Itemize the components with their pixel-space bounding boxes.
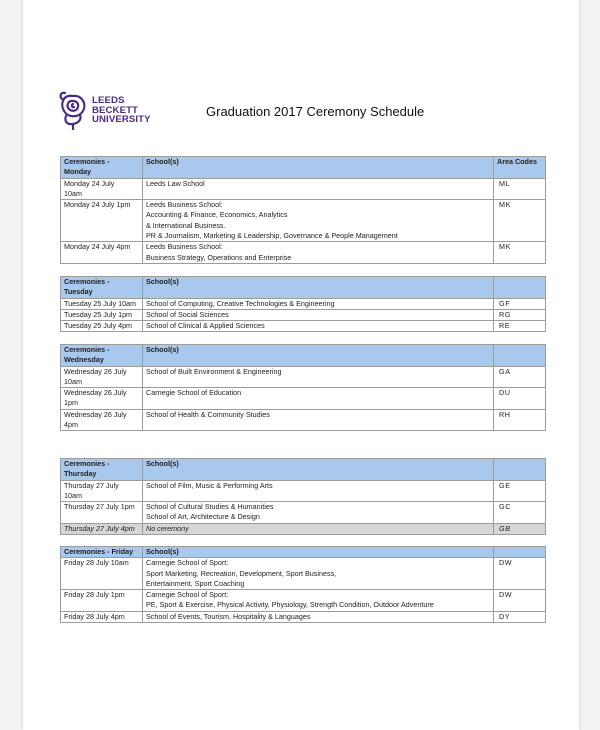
area-code xyxy=(494,523,546,534)
ceremony-date-text: 10am xyxy=(64,188,82,198)
header-schools-text: School(s) xyxy=(146,157,179,166)
header-area-codes-text: Area Codes xyxy=(497,157,537,166)
header-ceremony-day-text: Ceremonies - xyxy=(64,157,110,166)
logo-line-3: UNIVERSITY xyxy=(92,114,151,126)
schedule-table xyxy=(60,156,546,264)
header-ceremony-day xyxy=(61,277,143,299)
header-area-codes-text xyxy=(497,277,542,287)
table-row xyxy=(61,388,546,410)
area-code-text: DW xyxy=(499,558,513,568)
area-code-text: DY xyxy=(499,611,511,621)
header-area-codes-text xyxy=(497,547,542,557)
ceremony-date xyxy=(61,366,143,388)
school-name-text: School of Clinical & Applied Sciences xyxy=(146,321,265,331)
ceremony-date xyxy=(61,321,143,332)
header-ceremony-day-text: Tuesday xyxy=(64,287,93,297)
header-schools xyxy=(143,459,494,481)
school-name xyxy=(143,590,494,612)
school-name xyxy=(143,388,494,410)
ceremony-date-text: Wednesday 26 July xyxy=(64,366,127,376)
header-ceremony-day-text: Ceremonies - xyxy=(64,277,110,286)
header-schools xyxy=(143,547,494,558)
area-code-text: DW xyxy=(499,590,513,600)
school-name-text: School of Film, Music & Performing Arts xyxy=(146,480,273,490)
school-name-text: School of Events, Tourism, Hospitality & Languages xyxy=(146,611,311,621)
ceremony-date-text: Wednesday 26 July xyxy=(64,409,127,419)
area-code xyxy=(494,298,546,309)
school-name xyxy=(143,409,494,431)
area-code xyxy=(494,321,546,332)
school-name-text: Carnegie School of Sport: xyxy=(146,590,229,600)
header-area-codes-text xyxy=(497,345,542,355)
ceremony-date-text: Tuesday 25 July 1pm xyxy=(64,309,133,319)
table-header-row xyxy=(61,459,546,481)
university-logo xyxy=(58,88,168,143)
table-row xyxy=(61,502,546,524)
schedule-table xyxy=(60,344,546,431)
area-code-text: RH xyxy=(499,409,511,419)
area-code-text: GB xyxy=(499,523,511,533)
university-name xyxy=(92,96,151,125)
school-name xyxy=(143,558,494,590)
ceremony-date-text: Thursday 27 July xyxy=(64,480,119,490)
header-area-codes-text xyxy=(497,459,542,469)
school-name xyxy=(143,178,494,200)
table-row xyxy=(61,611,546,622)
school-name xyxy=(143,309,494,320)
table-row xyxy=(61,590,546,612)
header-schools xyxy=(143,277,494,299)
table-header-row xyxy=(61,345,546,367)
school-name-text: Carnegie School of Sport: xyxy=(146,558,229,568)
school-name-text: Sport Marketing, Recreation, Development, Sport Business, xyxy=(146,568,337,578)
area-code xyxy=(494,366,546,388)
school-name xyxy=(143,523,494,534)
header-area-codes xyxy=(494,345,546,367)
table-row xyxy=(61,366,546,388)
ceremony-date-text: Friday 28 July 1pm xyxy=(64,590,125,600)
table-row xyxy=(61,409,546,431)
school-name xyxy=(143,480,494,502)
ceremony-date xyxy=(61,178,143,200)
schedule-table xyxy=(60,546,546,623)
ceremony-date-text: Friday 28 July 10am xyxy=(64,558,129,568)
ceremony-date xyxy=(61,480,143,502)
school-name xyxy=(143,242,494,264)
header-ceremony-day-text: Ceremonies - xyxy=(64,459,110,468)
table-row xyxy=(61,558,546,590)
rose-emblem-icon xyxy=(58,90,88,130)
ceremony-date xyxy=(61,611,143,622)
school-name xyxy=(143,200,494,242)
area-code xyxy=(494,611,546,622)
ceremony-date-text: Friday 28 July 4pm xyxy=(64,611,125,621)
school-name xyxy=(143,321,494,332)
header-ceremony-day-text: Monday xyxy=(64,167,92,177)
area-code-text: MK xyxy=(499,200,511,210)
logo-line-1: LEEDS xyxy=(92,95,125,106)
school-name-text: Entertainment, Sport Coaching xyxy=(146,578,245,588)
header-ceremony-day xyxy=(61,547,143,558)
header-ceremony-day xyxy=(61,157,143,179)
area-code-text: GC xyxy=(499,502,511,512)
area-code xyxy=(494,409,546,431)
table-header-row xyxy=(61,277,546,299)
ceremony-date-text: 10am xyxy=(64,490,82,500)
area-code-text: GF xyxy=(499,298,511,308)
ceremony-date-text: Monday 24 July 4pm xyxy=(64,242,131,252)
header-schools-text: School(s) xyxy=(146,459,179,468)
ceremony-date-text: Wednesday 26 July xyxy=(64,388,127,398)
ceremony-date xyxy=(61,558,143,590)
table-row xyxy=(61,321,546,332)
table-row xyxy=(61,200,546,242)
area-code xyxy=(494,388,546,410)
ceremony-date xyxy=(61,590,143,612)
school-name-text: Business Strategy, Operations and Enterprise xyxy=(146,252,292,262)
ceremony-date xyxy=(61,502,143,524)
area-code xyxy=(494,309,546,320)
ceremony-date xyxy=(61,200,143,242)
logo-line-2: BECKETT xyxy=(92,104,139,116)
header-area-codes xyxy=(494,277,546,299)
area-code-text: MK xyxy=(499,242,511,252)
header-schools-text: School(s) xyxy=(146,547,179,556)
area-code-text: RE xyxy=(499,321,511,331)
ceremony-date-text: Monday 24 July 1pm xyxy=(64,200,131,210)
table-row xyxy=(61,523,546,534)
table-header-row xyxy=(61,157,546,179)
ceremony-date-text: 1pm xyxy=(64,398,78,408)
table-row xyxy=(61,178,546,200)
area-code xyxy=(494,200,546,242)
school-name-text: Accounting & Finance, Economics, Analytics xyxy=(146,210,288,220)
header-area-codes xyxy=(494,157,546,179)
school-name-text: Carnegie School of Education xyxy=(146,388,242,398)
school-name xyxy=(143,298,494,309)
ceremony-date-text: 4pm xyxy=(64,420,78,430)
school-name-text: School of Health & Community Studies xyxy=(146,409,270,419)
table-row xyxy=(61,309,546,320)
header-schools-text: School(s) xyxy=(146,277,179,286)
page-title: Graduation 2017 Ceremony Schedule xyxy=(206,104,425,119)
school-name-text: School of Social Sciences xyxy=(146,309,229,319)
ceremony-date-text: Thursday 27 July 1pm xyxy=(64,502,135,512)
header-ceremony-day xyxy=(61,345,143,367)
header-ceremony-day-text: Ceremonies - Friday xyxy=(64,547,134,556)
table-header-row xyxy=(61,547,546,558)
ceremony-date xyxy=(61,309,143,320)
area-code-text: GA xyxy=(499,366,511,376)
school-name xyxy=(143,366,494,388)
school-name-text: PE, Sport & Exercise, Physical Activity, Physiology, Strength Condition, Outdoor Adventure xyxy=(146,600,434,610)
area-code-text: DU xyxy=(499,388,511,398)
area-code xyxy=(494,242,546,264)
area-code-text: RG xyxy=(499,309,511,319)
ceremony-date-text: Tuesday 25 July 4pm xyxy=(64,321,133,331)
school-name-text: School of Art, Architecture & Design xyxy=(146,512,260,522)
school-name-text: School of Built Environment & Engineering xyxy=(146,366,282,376)
school-name-text: School of Computing, Creative Technologies & Engineering xyxy=(146,298,335,308)
area-code xyxy=(494,502,546,524)
school-name-text: PR & Journalism, Marketing & Leadership, Governance & People Management xyxy=(146,231,398,241)
school-name-text: No ceremony xyxy=(146,523,189,533)
school-name-text: School of Cultural Studies & Humanities xyxy=(146,502,274,512)
school-name xyxy=(143,502,494,524)
header-ceremony-day-text: Thursday xyxy=(64,469,97,479)
ceremony-date-text: 10am xyxy=(64,376,82,386)
header-area-codes xyxy=(494,459,546,481)
ceremony-date-text: Thursday 27 July 4pm xyxy=(64,523,135,533)
schedule-table xyxy=(60,458,546,535)
school-name-text: Leeds Business School: xyxy=(146,242,223,252)
table-row xyxy=(61,242,546,264)
schedule-table xyxy=(60,276,546,332)
ceremony-date-text: Monday 24 July xyxy=(64,178,115,188)
ceremony-date xyxy=(61,388,143,410)
school-name xyxy=(143,611,494,622)
area-code-text: ML xyxy=(499,178,511,188)
table-row xyxy=(61,480,546,502)
header-ceremony-day-text: Wednesday xyxy=(64,355,104,365)
ceremony-date-text: Tuesday 25 July 10am xyxy=(64,298,137,308)
ceremony-date xyxy=(61,298,143,309)
header-ceremony-day xyxy=(61,459,143,481)
area-code xyxy=(494,480,546,502)
ceremony-date xyxy=(61,409,143,431)
school-name-text: & International Business. xyxy=(146,220,226,230)
ceremony-date xyxy=(61,523,143,534)
header-schools xyxy=(143,345,494,367)
header-schools-text: School(s) xyxy=(146,345,179,354)
school-name-text: Leeds Law School xyxy=(146,178,205,188)
area-code xyxy=(494,558,546,590)
ceremony-date xyxy=(61,242,143,264)
area-code xyxy=(494,178,546,200)
header-schools xyxy=(143,157,494,179)
school-name-text: Leeds Business School: xyxy=(146,200,223,210)
area-code xyxy=(494,590,546,612)
area-code-text: GE xyxy=(499,480,511,490)
header-area-codes xyxy=(494,547,546,558)
document-page xyxy=(23,0,579,730)
table-row xyxy=(61,298,546,309)
header-ceremony-day-text: Ceremonies - xyxy=(64,345,110,354)
